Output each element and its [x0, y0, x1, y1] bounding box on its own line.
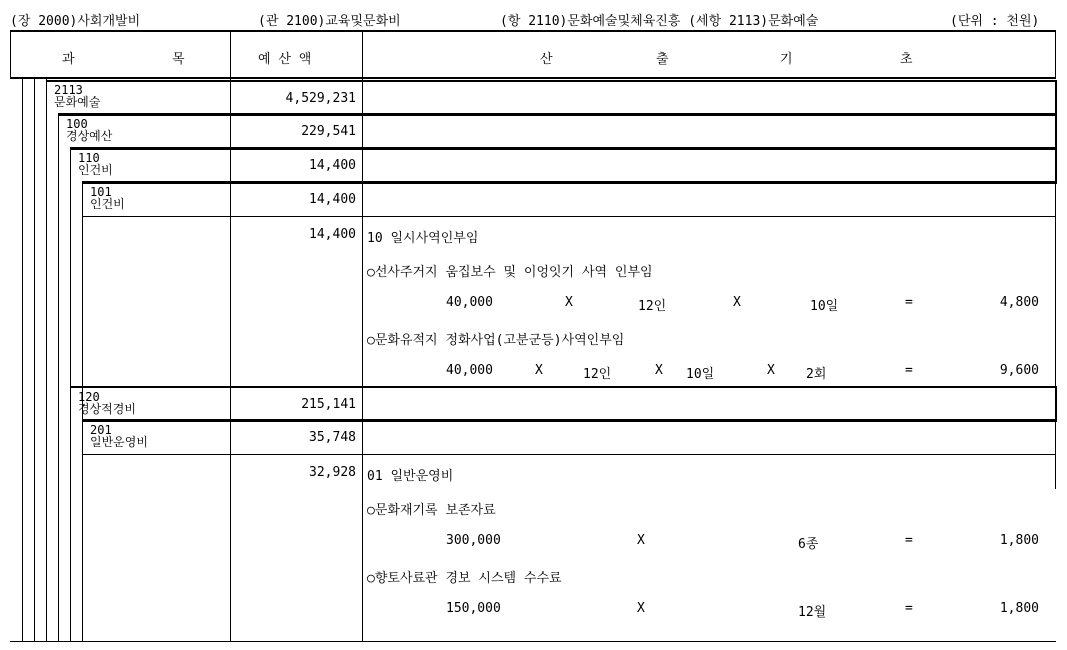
row-2113-right [1055, 80, 1057, 114]
row-2113-amount: 4,529,231 [285, 91, 356, 106]
row-120-amount: 215,141 [301, 397, 356, 412]
row-110-amount: 14,400 [309, 158, 356, 173]
unit-label: (단위 : 천원) [950, 14, 1040, 29]
detail2-calc2-total: 1,800 [999, 601, 1039, 616]
tree-line-5 [70, 148, 71, 642]
row-201-amount: 35,748 [309, 430, 356, 445]
row-201-name: 일반운영비 [90, 435, 148, 449]
detail1-item1: ○선사주거지 움집보수 및 이엉잇기 사역 인부임 [367, 265, 653, 280]
detail1-calc2-op1: X [535, 363, 543, 378]
detail1-calc1-days: 10일 [810, 299, 839, 314]
row-101-bottom [82, 216, 1056, 217]
detail2-item1: ○문화재기록 보존자료 [367, 503, 496, 518]
row-110-top [70, 147, 1057, 150]
row-2113-top [46, 80, 1056, 82]
row-100-right [1055, 113, 1057, 148]
subject-header-left: 과 [62, 52, 75, 67]
basis-header-2: 출 [656, 52, 669, 67]
basis-header-4: 초 [900, 52, 913, 67]
tree-line-2 [34, 79, 35, 642]
table-right-border [1055, 30, 1056, 78]
detail2-calc1-op: X [637, 533, 645, 548]
detail1-calc2-total: 9,600 [999, 363, 1039, 378]
basis-column-divider [362, 30, 363, 642]
gwan-label: (관 2100)교육및문화비 [258, 14, 401, 29]
row-201-bottom [82, 454, 1056, 455]
row-100-code: 100 [66, 117, 88, 131]
row-120-name: 경상적경비 [78, 402, 136, 416]
row-101-top [82, 181, 1057, 184]
table-top-border [10, 30, 1056, 32]
detail2-calc1-eq: = [905, 533, 913, 548]
basis-header-1: 산 [540, 52, 553, 67]
row-110-code: 110 [78, 151, 100, 165]
detail2-calc1-kinds: 6종 [798, 537, 819, 552]
detail2-calc2-months: 12월 [798, 605, 827, 620]
budget-header: 예 산 액 [258, 52, 312, 67]
detail1-calc2-people: 12인 [583, 367, 612, 382]
detail1-calc2-unit: 40,000 [446, 363, 493, 378]
row-201-code: 201 [90, 423, 112, 437]
tree-line-3 [46, 79, 47, 642]
row-101-name: 인건비 [90, 197, 125, 211]
row-2113-code: 2113 [54, 83, 83, 97]
hang-label: (항 2110)문화예술및체육진흥 (세항 2113)문화예술 [500, 14, 819, 29]
detail2-calc1-unit: 300,000 [446, 533, 501, 548]
detail2-calc2-unit: 150,000 [446, 601, 501, 616]
detail2-calc1-total: 1,800 [999, 533, 1039, 548]
table-bottom-border [10, 641, 1056, 642]
row-100-top [58, 113, 1057, 116]
detail1-calc2-times: 2회 [806, 367, 827, 382]
detail1-title: 10 일시사역인부임 [367, 231, 479, 246]
subject-header-right: 목 [172, 52, 185, 67]
detail1-calc1-op2: X [733, 295, 741, 310]
detail1-calc2-eq: = [905, 363, 913, 378]
row-201-top [82, 419, 1057, 422]
row-110-right [1055, 147, 1057, 182]
detail1-item2: ○문화유적지 정화사업(고분군등)사역인부임 [367, 333, 625, 348]
detail2-calc2-eq: = [905, 601, 913, 616]
detail1-calc1-op1: X [565, 295, 573, 310]
row-101-right [1055, 181, 1056, 386]
jang-label: (장 2000)사회개발비 [10, 14, 141, 29]
basis-header-3: 기 [780, 52, 793, 67]
row-120-top [70, 386, 1057, 388]
detail1-calc1-eq: = [905, 295, 913, 310]
row-2113-name: 문화예술 [54, 95, 101, 109]
detail2-calc2-op: X [637, 601, 645, 616]
row-100-name: 경상예산 [66, 129, 113, 143]
row-110-name: 인건비 [78, 163, 113, 177]
row-120-right [1055, 386, 1057, 420]
header-bottom-border [10, 77, 1056, 79]
detail1-calc2-op3: X [767, 363, 775, 378]
row-101-code: 101 [90, 185, 112, 199]
row-201-right [1055, 419, 1056, 489]
row-100-amount: 229,541 [301, 124, 356, 139]
tree-line-4 [58, 114, 59, 642]
budget-column-divider [230, 30, 231, 642]
detail1-calc2-days: 10일 [686, 367, 715, 382]
detail1-calc2-op2: X [655, 363, 663, 378]
row-120-code: 120 [78, 390, 100, 404]
detail2-item2: ○향토사료관 경보 시스템 수수료 [367, 571, 562, 586]
tree-line-1 [22, 79, 23, 642]
row-101-amount: 14,400 [309, 192, 356, 207]
detail1-calc1-unit: 40,000 [446, 295, 493, 310]
table-left-border [10, 30, 11, 78]
detail1-amount: 14,400 [309, 227, 356, 242]
detail1-calc1-total: 4,800 [999, 295, 1039, 310]
detail2-amount: 32,928 [309, 465, 356, 480]
detail1-calc1-people: 12인 [638, 299, 667, 314]
detail2-title: 01 일반운영비 [367, 469, 454, 484]
